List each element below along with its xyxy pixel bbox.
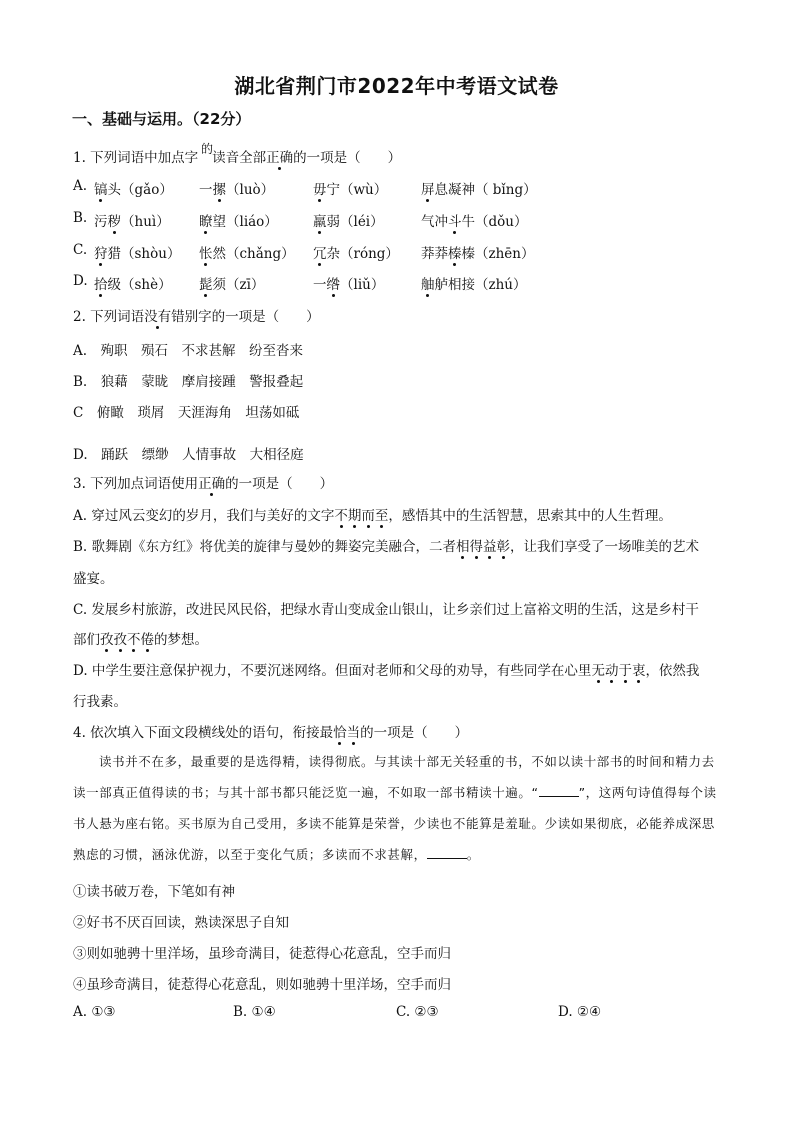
option-text: 部们 — [73, 632, 100, 648]
word-text: 级（shè） — [107, 277, 172, 293]
q2-stem-text: 2. 下列词语 — [73, 309, 145, 325]
option-text: ，感悟其中的生活智慧，思索其中的人生哲理。 — [388, 508, 672, 524]
option-label: A. — [73, 343, 88, 359]
word-text: 莽莽 — [421, 246, 448, 262]
q4-stem — [73, 721, 468, 741]
q2-option-c — [73, 401, 299, 421]
q1-option-word — [421, 273, 527, 293]
dotted-character: 于 — [618, 659, 632, 679]
dotted-character: 榛 — [448, 242, 462, 262]
section-heading: 一、基础与运用。（22分） — [72, 110, 251, 128]
q1-stem-emphasis: 正确 — [266, 146, 293, 166]
q3-option-c: C. 发展乡村旅游，改进民风民俗，把绿水青山变成金山银山，让乡亲们过上富裕文明的生活，这是乡村干 — [73, 602, 699, 618]
word-text: 舻相接（zhú） — [434, 277, 527, 293]
option-text: ，让我们享受了一场唯美的艺术 — [510, 539, 700, 555]
option-emphasis — [456, 539, 510, 555]
dotted-character: 相 — [456, 535, 470, 555]
option-text: A. 穿过风云变幻的岁月，我们与美好的文字 — [73, 508, 335, 524]
dotted-character: 得 — [470, 535, 484, 555]
option-text: 狼藉 蒙眬 摩肩接踵 警报叠起 — [100, 374, 304, 390]
q1-stem — [73, 146, 401, 166]
q4-choice-c: C. ②③ — [396, 1004, 439, 1020]
word-text: （luò） — [226, 182, 275, 198]
dotted-character: 摞 — [213, 178, 227, 198]
q1-option-word — [313, 210, 384, 230]
q1-option-label: D. — [73, 273, 88, 289]
word-text: 望（liáo） — [212, 214, 278, 230]
dotted-character: 无 — [591, 659, 605, 679]
q1-option-word — [421, 242, 535, 262]
q1-option-word — [94, 178, 173, 198]
passage-text: ”，这两句诗值得每个读书人悬为座右铭。买书原为自己受用，多读不能算是荣誉，少读也不能算是羞耻。少读如果彻底，必能养成深思熟虑的习惯，涵泳优游，以至于变化气质；多读而不求甚解， — [73, 785, 717, 862]
q1-option-word — [199, 178, 274, 198]
word-text: 一 — [313, 277, 327, 293]
dotted-character: 毋 — [313, 178, 327, 198]
q1-option-word — [199, 242, 295, 262]
dotted-character: 秽 — [108, 210, 122, 230]
option-text: 殉职 殒石 不求甚解 纷至沓来 — [100, 343, 304, 359]
dotted-character: 绺 — [327, 273, 341, 293]
dotted-character: 益 — [483, 535, 497, 555]
q1-option-word — [421, 178, 537, 198]
dotted-character: 拾 — [94, 273, 108, 293]
q1-option-word — [313, 273, 384, 293]
q1-stem-text: 的一项是（ ） — [293, 150, 402, 166]
q1-option-label: B. — [73, 210, 88, 226]
dotted-character: 髭 — [199, 273, 213, 293]
word-text: 须（zī） — [212, 277, 265, 293]
option-emphasis — [591, 663, 645, 679]
option-emphasis — [100, 632, 154, 648]
q1-option-word — [421, 210, 527, 230]
q2-stem-text: 错别字的一项是（ ） — [171, 309, 320, 325]
option-emphasis — [334, 508, 388, 524]
passage-blank — [427, 846, 467, 859]
dotted-character: 狩 — [94, 242, 108, 262]
word-text: 然（chǎng） — [212, 246, 295, 262]
exam-title: 湖北省荆门市2022年中考语文试卷 — [234, 74, 559, 98]
dotted-character: 斗 — [448, 210, 462, 230]
word-text: 牛（dǒu） — [461, 214, 528, 230]
q1-option-word — [94, 242, 180, 262]
dotted-character: 至 — [375, 504, 389, 524]
option-text: 的梦想。 — [154, 632, 208, 648]
q1-option-word — [199, 273, 264, 293]
dotted-character: 屏 — [421, 178, 435, 198]
passage-text: 。 — [466, 847, 480, 862]
q3-option-c-cont — [73, 628, 208, 648]
option-text: D. 中学生要注意保护视力，不要沉迷网络。但面对老师和父母的劝导，有些同学在心里 — [73, 663, 592, 679]
q1-stem-text: 读音全部 — [212, 150, 267, 166]
q1-option-label: C. — [73, 242, 88, 258]
word-text: 弱（léi） — [326, 214, 384, 230]
dotted-character: 不 — [334, 504, 348, 524]
q4-choice-b: B. ①④ — [233, 1004, 276, 1020]
q1-option-word — [313, 242, 399, 262]
q4-item-4: ④虽珍奇满目，徒惹得心花意乱，则如驰骋十里洋场，空手而归 — [73, 977, 451, 993]
q1-option-label: A. — [73, 178, 88, 194]
dotted-character: 孜 — [100, 628, 114, 648]
word-text: 一 — [199, 182, 213, 198]
q3-stem-text: 3. 下列加点词语使用 — [73, 476, 199, 492]
option-text: 踊跃 缥缈 人情事故 大相径庭 — [101, 447, 304, 463]
q4-stem-text: 4. 依次填入下面文段横线处的语句，衔接最 — [73, 725, 334, 741]
q3-option-b-cont: 盛宴。 — [73, 571, 114, 587]
word-text: 杂（róng） — [326, 246, 399, 262]
dotted-character: 怅 — [199, 242, 213, 262]
word-text: 息凝神（ bǐng） — [434, 182, 537, 198]
dotted-character: 瞭 — [199, 210, 213, 230]
q4-item-1: ①读书破万卷，下笔如有神 — [73, 884, 235, 900]
dotted-character: 衷 — [632, 659, 646, 679]
q4-item-3: ③则如驰骋十里洋场，虽珍奇满目，徒惹得心花意乱，空手而归 — [73, 946, 451, 962]
q2-stem — [73, 305, 320, 325]
dotted-character: 倦 — [141, 628, 155, 648]
q3-stem-emphasis: 正确 — [198, 472, 225, 492]
option-label: D. — [73, 447, 88, 463]
q1-option-word — [199, 210, 278, 230]
dotted-character: 孜 — [114, 628, 128, 648]
word-text: 头（gǎo） — [107, 182, 173, 198]
word-text: 污 — [94, 214, 108, 230]
q2-option-b — [73, 370, 303, 390]
option-label: C — [73, 405, 84, 421]
q3-option-d — [73, 659, 699, 679]
q1-stem-superscript: 的 — [201, 142, 214, 156]
dotted-character: 彰 — [497, 535, 511, 555]
option-label: B. — [73, 374, 88, 390]
q3-stem — [73, 472, 333, 492]
q1-option-word — [94, 210, 170, 230]
dotted-character: 期 — [348, 504, 362, 524]
word-text: 榛（zhēn） — [461, 246, 535, 262]
dotted-character: 冗 — [313, 242, 327, 262]
option-text: 俯瞰 琐屑 天涯海角 坦荡如砥 — [96, 405, 300, 421]
q4-choice-d: D. ②④ — [558, 1004, 602, 1020]
q3-option-b — [73, 535, 699, 555]
passage-text: 读书并不在多，最重要的是选得精，读得彻底。与其读十部无关轻重的书，不如以读十部书的时间和精力去读一部真正值得读的书；与其十部书都只能泛览一遍，不如取一部书精读十遍。“ — [73, 754, 715, 800]
word-text: （huì） — [121, 214, 170, 230]
q3-option-a — [73, 504, 672, 524]
q1-option-word — [313, 178, 387, 198]
dotted-character: 当 — [347, 721, 361, 741]
dotted-character: 舳 — [421, 273, 435, 293]
q3-option-d-cont: 行我素。 — [73, 694, 127, 710]
dotted-character: 动 — [605, 659, 619, 679]
option-text: B. 歌舞剧《东方红》将优美的旋律与曼妙的舞姿完美融合，二者 — [73, 539, 457, 555]
q4-passage — [73, 746, 723, 870]
q4-choice-a: A. ①③ — [73, 1004, 116, 1020]
q2-option-a — [73, 339, 303, 359]
option-text: ，依然我 — [645, 663, 700, 679]
q2-option-d — [73, 443, 304, 463]
q1-option-word — [94, 273, 172, 293]
q2-stem-emphasis: 没有 — [144, 305, 171, 325]
q3-stem-text: 的一项是（ ） — [225, 476, 334, 492]
dotted-character: 羸 — [313, 210, 327, 230]
word-text: （liǔ） — [340, 277, 385, 293]
word-text: 宁（wù） — [326, 182, 388, 198]
dotted-character: 而 — [361, 504, 375, 524]
dotted-character: 恰 — [333, 721, 347, 741]
q4-item-2: ②好书不厌百回读，熟读深思子自知 — [73, 915, 289, 931]
q4-stem-text: 的一项是（ ） — [360, 725, 469, 741]
passage-blank — [539, 784, 579, 797]
word-text: 猎（shòu） — [107, 246, 181, 262]
dotted-character: 镐 — [94, 178, 108, 198]
word-text: 气冲 — [421, 214, 448, 230]
q1-stem-text: 1. 下列词语中加点字 — [73, 150, 199, 166]
dotted-character: 不 — [127, 628, 141, 648]
q4-stem-emphasis — [333, 725, 360, 741]
